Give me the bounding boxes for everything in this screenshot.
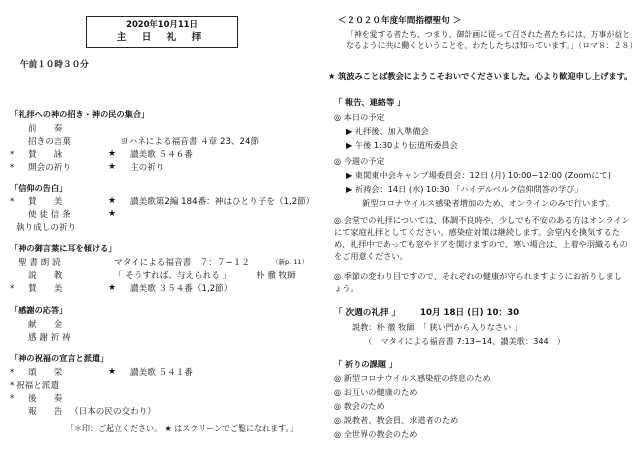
screen-star-icon: ★ <box>108 283 117 293</box>
today-schedule-label: ◎ 本日の予定 <box>334 112 385 122</box>
item-name: 説 教 <box>28 271 63 281</box>
item-name: 献 金 <box>28 320 63 330</box>
service-item <box>10 124 310 135</box>
item-name: 後 奏 <box>28 394 63 404</box>
item-detail: ヨハネによる福音書 ４章 23、24節 <box>120 137 260 147</box>
scripture-reading: マタイによる福音書 ７：７−１２ <box>114 258 250 268</box>
list-item: ◎ 教会のため <box>334 401 385 411</box>
item-name: 祝福と派遣 <box>16 381 59 391</box>
item-name: 招きの言葉 <box>28 137 71 147</box>
standing-mark: * <box>10 197 15 207</box>
annual-verse-text: 「神を愛する者たち、つまり、御計画に従って召された者たちには、万事が益となるように共に働くということを、わたしたちは知っています。」（ロマ８：２８） <box>346 30 638 50</box>
service-item <box>10 223 310 234</box>
list-item: ▶ 午後 1:30より伝道所委員会 <box>346 140 458 150</box>
list-item: ◎ 全世界の教会のため <box>334 429 418 439</box>
service-item <box>10 258 310 269</box>
item-name: 感 謝 祈 祷 <box>28 333 71 343</box>
screen-star-icon: ★ <box>108 149 117 159</box>
next-service-date: 10月 18日 (日) 10：30 <box>420 308 520 318</box>
service-header-box <box>86 16 238 48</box>
service-item <box>10 320 310 331</box>
service-date: 2020年10月11日 <box>126 19 198 29</box>
order-of-service <box>10 16 315 446</box>
service-item <box>10 381 310 392</box>
service-item <box>10 368 310 379</box>
item-detail: 讃美歌 ３５４番（1,2節） <box>130 284 233 294</box>
item-name: 聖 書 朗 読 <box>18 258 61 268</box>
standing-mark: * <box>10 284 15 294</box>
standing-mark: * <box>10 381 15 391</box>
item-detail: 主の祈り <box>130 163 165 173</box>
screen-star-icon: ★ <box>108 162 117 172</box>
section-title-gathering: 「礼拝への神の招き・神の民の集合」 <box>10 109 150 119</box>
announcements <box>328 16 638 446</box>
service-item <box>10 271 310 282</box>
screen-star-icon: ★ <box>108 196 117 206</box>
service-item <box>10 394 310 405</box>
service-item <box>10 196 315 208</box>
week-schedule-label: ◎ 今週の予定 <box>334 156 385 166</box>
standing-mark: * <box>10 163 15 173</box>
list-item: ▶ 祈祷会：14日 (水) 10:30 「ハイデルベルク信仰問答の学び」 <box>346 184 583 194</box>
item-name: 賛 美 <box>28 284 63 294</box>
service-item <box>10 407 310 418</box>
list-item: ▶ 礼拝後、加入準備会 <box>346 126 429 136</box>
item-name: 頌 栄 <box>28 368 63 378</box>
item-name: 報 告 <box>28 407 63 417</box>
section-title-confession: 「信仰の告白」 <box>10 183 68 193</box>
prayer-requests-title: 「 祈りの課題 」 <box>334 359 398 369</box>
list-item: ◎ 新型コロナウイルス感染症の終息のため <box>334 373 491 383</box>
reports-title: 「 報告、連絡等 」 <box>334 97 406 107</box>
service-title: 主 日 礼 拝 <box>116 31 208 43</box>
item-name: 使 徒 信 条 <box>28 210 71 220</box>
item-detail: 讃美歌 ５４６番 <box>130 150 193 160</box>
screen-star-icon: ★ <box>108 209 117 219</box>
standing-mark: * <box>10 394 15 404</box>
section-title-blessing: 「神の祝福の宣言と派遣」 <box>10 353 109 363</box>
notice-worship: ◎ 会堂での礼拝については、体調不良時や、少しでも不安のある方はオンラインにて家庭礼拝としてください。感染症対策は継続します。会堂内を換気するため、礼拝中であっても窓やドアを開けますので、寒い場合は、上着や羽織るものをご用意ください。 <box>334 215 630 261</box>
next-scripture: （ マタイによる福音書 7:13−14、讃美歌：344 ） <box>364 336 566 346</box>
screen-star-icon: ★ <box>108 367 117 377</box>
next-sermon: 説教：朴 徹 牧師 「 狭い門から入りなさい 」 <box>352 322 523 332</box>
service-item <box>10 333 310 344</box>
item-name: 賛 詠 <box>28 150 63 160</box>
week-note: 新型コロナウイルス感染者増加のため、オンラインのみで行います。 <box>362 198 615 208</box>
item-name: 開会の祈り <box>28 163 71 173</box>
item-name: 前 奏 <box>28 124 63 134</box>
annual-verse-title: ＜２０２０年度年間指標聖句 ＞ <box>338 16 462 26</box>
service-item <box>10 284 310 295</box>
list-item: ◎ お互いの健康のため <box>334 387 418 397</box>
service-item <box>10 150 310 161</box>
legend-note: 「＊印：ご起立ください。 ★ はスクリーンでご覧になれます。」 <box>66 424 298 433</box>
list-item: ◎ 説教者、教会員、求道者のため <box>334 415 459 425</box>
section-title-word: 「神の御言葉に耳を傾ける」 <box>10 243 117 253</box>
item-name: 賛 美 <box>28 197 63 207</box>
standing-mark: * <box>10 368 15 378</box>
item-detail: （日本の民の交わり） <box>70 407 156 417</box>
section-title-response: 「感謝の応答」 <box>10 305 68 315</box>
notice-health: ◎ 季節の変わり目ですので、それぞれの健康が守られますようにお祈りしましょう。 <box>334 271 622 293</box>
sermon-title: 「 そうすれば、与えられる 」 <box>114 271 232 281</box>
service-item <box>10 137 310 148</box>
next-service-label: 「 次週の礼拝 」 <box>334 308 401 318</box>
service-time: 午前１０時３０分 <box>20 60 89 70</box>
welcome-message: ★ 筑波みことば教会にようこそおいでくださいました。心より歓迎申し上げます。 <box>328 71 633 81</box>
standing-mark: * <box>10 150 15 160</box>
item-detail: 讃美歌 ５４１番 <box>130 368 193 378</box>
item-name: 執り成しの祈り <box>16 223 77 233</box>
page-reference: （新p. 11） <box>272 258 309 266</box>
item-detail: 讃美歌第2編 184番：神はひとり子を（1,2節） <box>130 197 315 207</box>
preacher-name: 朴 徹 牧師 <box>256 271 296 281</box>
service-item <box>10 210 310 221</box>
service-item <box>10 163 310 174</box>
list-item: ▶ 東関東中会キャンプ場委員会：12日 (月) 10:00−12:00 (Zoomにて) <box>346 170 611 180</box>
